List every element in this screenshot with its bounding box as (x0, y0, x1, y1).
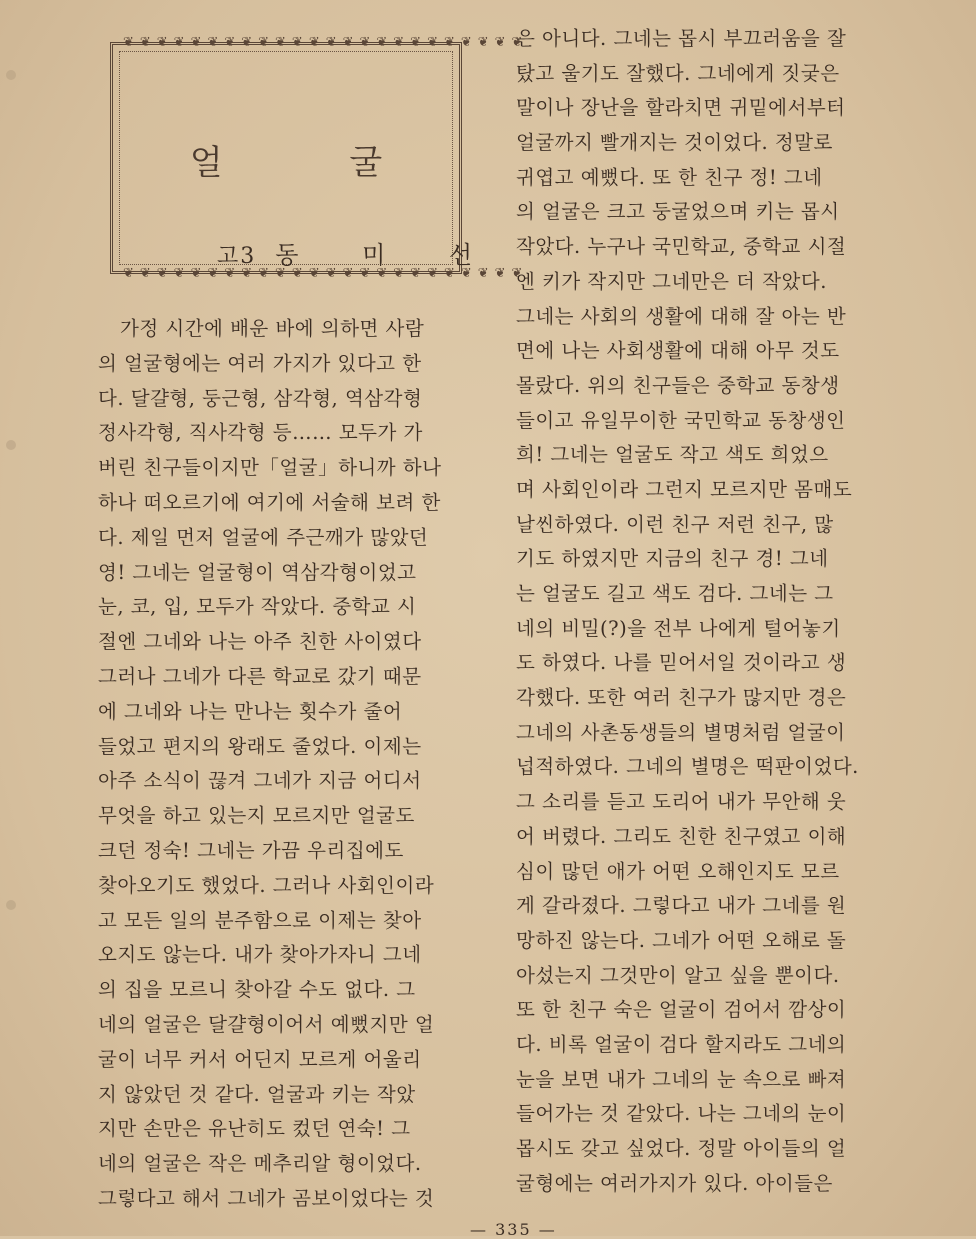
text-line: 아섰는지 그것만이 알고 싶을 뿐이다. (516, 963, 840, 987)
text-line: 들었고 편지의 왕래도 줄었다. 이제는 (98, 734, 422, 758)
text-line: 그 소리를 듣고 도리어 내가 무안해 웃 (516, 790, 847, 814)
text-line: 게 갈라졌다. 그렇다고 내가 그네를 원 (516, 894, 847, 918)
punch-hole (6, 440, 16, 450)
text-line: 몹시도 갖고 싶었다. 정말 아이들의 얼 (516, 1137, 847, 1160)
text-line: 굴이 너무 커서 어딘지 모르게 어울리 (98, 1047, 422, 1071)
text-line: 지 않았던 것 같다. 얼굴과 키는 작았 (98, 1082, 416, 1106)
author-byline (217, 235, 500, 270)
text-line: 절엔 그네와 나는 아주 친한 사이였다 (98, 630, 422, 654)
text-line: 도 하였다. 나를 믿어서일 것이라고 생 (516, 651, 847, 675)
text-line: 희! 그네는 얼굴도 작고 색도 희었으 (516, 443, 829, 467)
text-line: 작았다. 누구나 국민학교, 중학교 시절 (516, 235, 847, 259)
text-line: 또 한 친구 숙은 얼굴이 검어서 깜상이 (516, 998, 847, 1022)
author-grade: 고3 (217, 244, 257, 269)
text-line: 크던 정숙! 그네는 가끔 우리집에도 (98, 838, 404, 862)
text-line: 귀엽고 예뻤다. 또 한 친구 정! 그네 (516, 165, 823, 189)
text-line: 다. 달걀형, 둥근형, 삼각형, 역삼각형 (98, 386, 423, 410)
text-line: 심이 많던 애가 어떤 오해인지도 모르 (516, 859, 840, 883)
text-line: 엔 키가 작지만 그네만은 더 작았다. (516, 269, 827, 293)
text-line: 영! 그네는 얼굴형이 역삼각형이었고 (98, 560, 417, 584)
text-line: 들이고 유일무이한 국민학교 동창생인 (516, 408, 846, 432)
text-line: 면에 나는 사회생활에 대해 아무 것도 (516, 339, 840, 363)
text-line: 고 모든 일의 분주함으로 이제는 찾아 (98, 908, 422, 932)
text-line: 지만 손만은 유난히도 컸던 연숙! 그 (98, 1117, 411, 1141)
text-line: 찾아오기도 했었다. 그러나 사회인이라 (98, 873, 435, 897)
text-line: 는 얼굴도 길고 색도 검다. 그네는 그 (516, 582, 834, 605)
title-frame (110, 35, 529, 281)
text-line: 의 얼굴은 크고 둥굴었으며 키는 몹시 (516, 200, 840, 224)
text-line: 오지도 않는다. 내가 찾아가자니 그네 (98, 943, 422, 967)
text-line: 날씬하였다. 이런 친구 저런 친구, 많 (516, 512, 834, 536)
text-line: 굴형에는 여러가지가 있다. 아이들은 (516, 1171, 833, 1195)
text-line: 얼굴까지 빨개지는 것이었다. 정말로 (516, 131, 833, 155)
text-line: 그네는 사회의 생활에 대해 잘 아는 반 (516, 304, 847, 328)
punch-hole (6, 70, 16, 80)
text-line: 버린 친구들이지만「얼굴」하니까 하나 (98, 456, 442, 480)
text-line: 눈을 보면 내가 그네의 눈 속으로 빠져 (516, 1067, 847, 1091)
text-line: 정사각형, 직사각형 등…… 모두가 가 (98, 421, 423, 445)
text-line: 은 아니다. 그네는 몹시 부끄러움을 잘 (516, 27, 847, 50)
text-line: 에 그네와 나는 만나는 횟수가 줄어 (98, 699, 403, 723)
ornament-border-bottom: ❦❦❦❦❦❦❦❦❦❦❦❦❦❦❦❦❦❦❦❦❦❦❦❦ (123, 266, 529, 281)
text-line: 네의 얼굴은 작은 메추리알 형이었다. (98, 1152, 422, 1176)
left-column (98, 312, 470, 1217)
text-line: 의 얼굴형에는 여러 가지가 있다고 한 (98, 351, 422, 375)
text-line: 그렇다고 해서 그네가 곰보이었다는 것 (98, 1186, 435, 1210)
page-number: — 335 — (470, 1220, 557, 1239)
text-line: 무엇을 하고 있는지 모르지만 얼굴도 (98, 804, 415, 828)
text-line: 며 사회인이라 그런지 모르지만 몸매도 (516, 477, 853, 501)
text-line: 다. 비록 얼굴이 검다 할지라도 그네의 (516, 1032, 847, 1056)
text-line: 하나 떠오르기에 여기에 서술해 보려 한 (98, 490, 441, 514)
right-column (516, 22, 888, 1201)
text-line: 어 버렸다. 그리도 친한 친구였고 이해 (516, 824, 847, 848)
text-line: 각했다. 또한 여러 친구가 많지만 경은 (516, 686, 847, 710)
text-line: 다. 제일 먼저 얼굴에 주근깨가 많았던 (98, 525, 429, 549)
text-line: 아주 소식이 끊겨 그네가 지금 어디서 (98, 769, 422, 793)
article-title: 얼 굴 (189, 143, 441, 183)
text-line: 네의 비밀(?)을 전부 나에게 털어놓기 (516, 616, 841, 640)
text-line: 몰랐다. 위의 친구들은 중학교 동창생 (516, 373, 840, 397)
text-line: 들어가는 것 같았다. 나는 그네의 눈이 (516, 1102, 847, 1126)
text-line: 그러나 그네가 다른 학교로 갔기 때문 (98, 664, 422, 688)
text-line: 의 집을 모르니 찾아갈 수도 없다. 그 (98, 978, 416, 1002)
text-line: 넙적하였다. 그네의 별명은 떡판이었다. (516, 755, 859, 779)
text-line: 네의 얼굴은 달걀형이어서 예뻤지만 얼 (98, 1012, 435, 1036)
text-line: 눈, 코, 입, 모두가 작았다. 중학교 시 (98, 595, 417, 619)
text-line: 가정 시간에 배운 바에 의하면 사람 (120, 317, 425, 340)
punch-hole (6, 900, 16, 910)
text-line: 기도 하였지만 지금의 친구 경! 그네 (516, 547, 829, 571)
text-line: 망하진 않는다. 그네가 어떤 오해로 돌 (516, 928, 847, 952)
text-line: 말이나 장난을 할라치면 귀밑에서부터 (516, 96, 846, 120)
text-line: 그네의 사촌동생들의 별명처럼 얼굴이 (516, 720, 846, 744)
text-line: 탔고 울기도 잘했다. 그네에게 짓궂은 (516, 61, 840, 85)
author-name: 동 미 선 (275, 241, 501, 269)
ornament-border-top: ❦❦❦❦❦❦❦❦❦❦❦❦❦❦❦❦❦❦❦❦❦❦❦❦ (123, 35, 529, 50)
